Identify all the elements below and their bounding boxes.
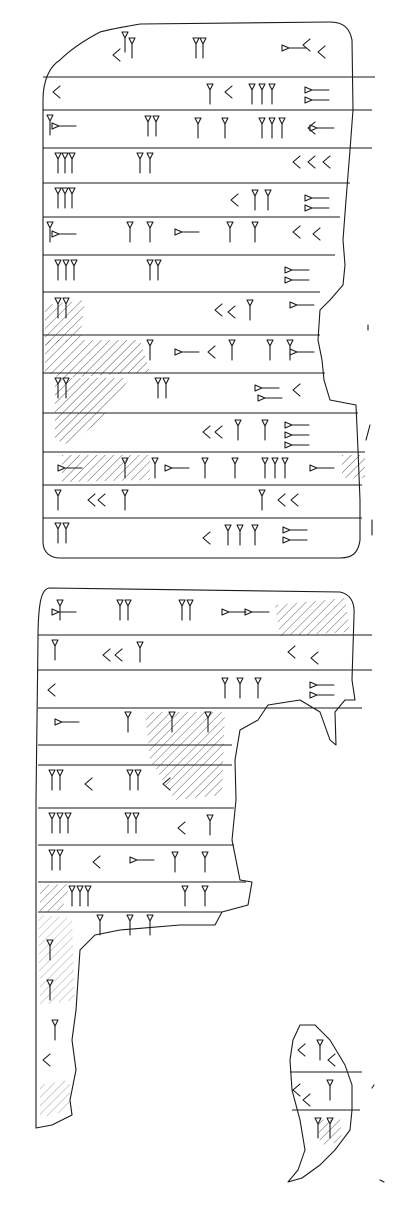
small-fragment (288, 1025, 362, 1182)
obverse-damage-hatching (45, 300, 365, 482)
tablet-reverse (36, 588, 372, 1128)
margin-marks (366, 325, 384, 1182)
reverse-outline (36, 588, 355, 1128)
reverse-damage-hatching (38, 598, 350, 1118)
small-fragment-ruling-lines (290, 1072, 362, 1110)
obverse-ruling-lines (43, 77, 375, 518)
tablet-obverse (43, 22, 375, 558)
